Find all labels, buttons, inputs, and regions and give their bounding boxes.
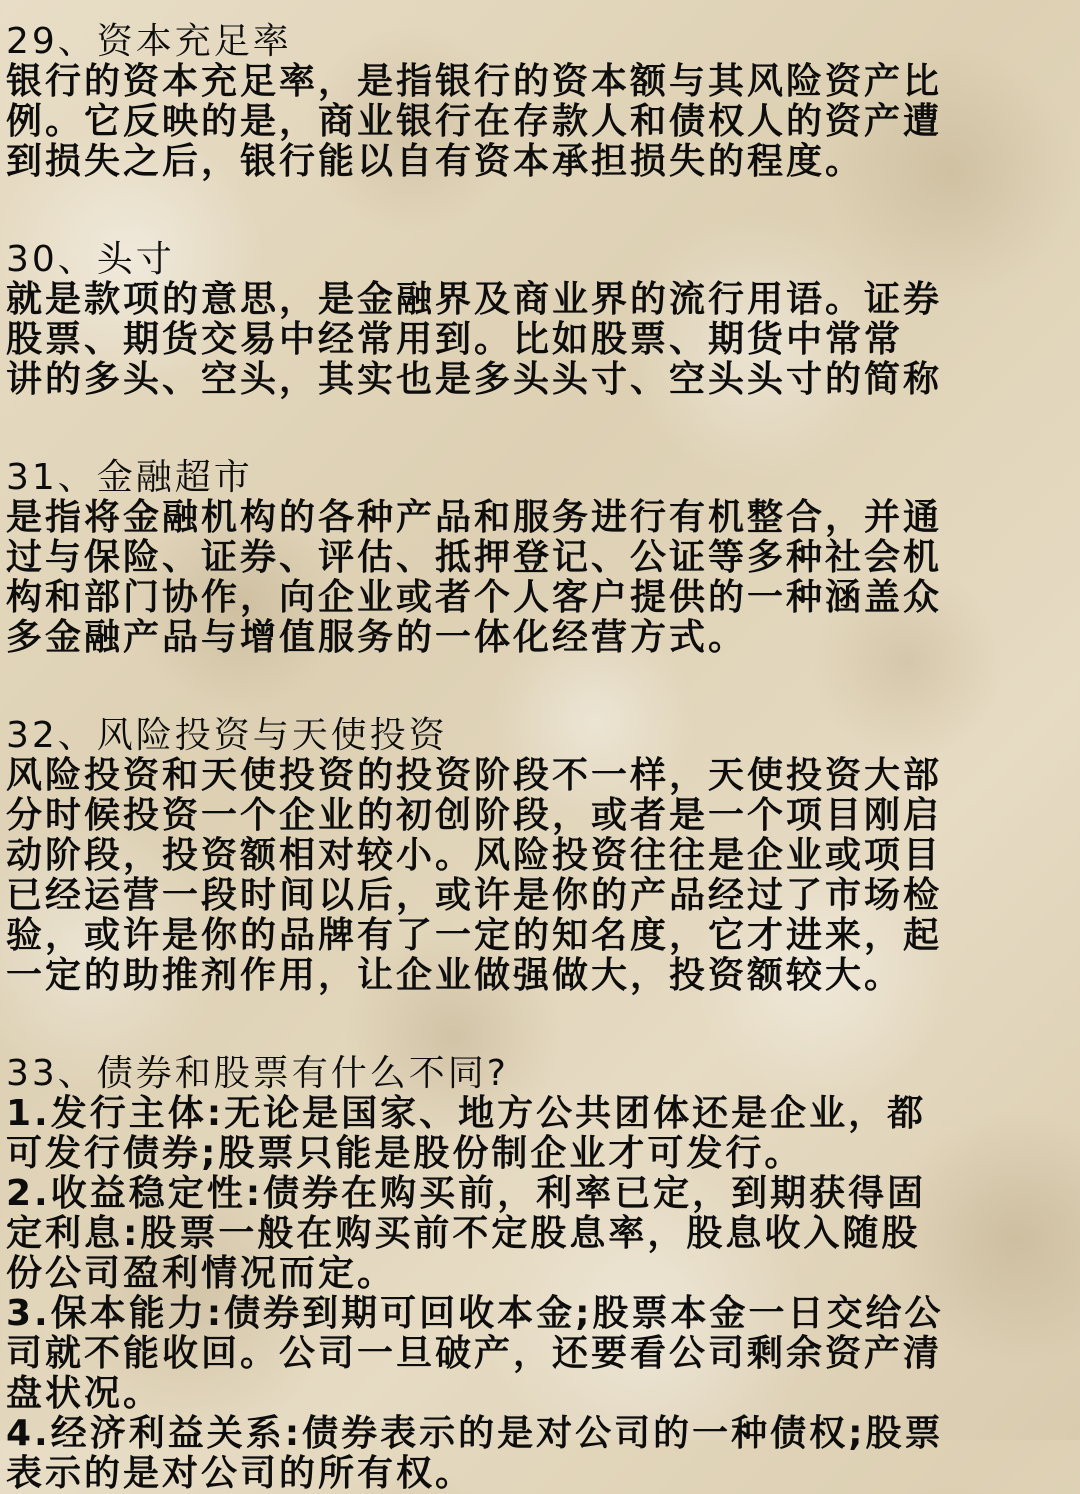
section-heading: 32、风险投资与天使投资 [6, 715, 448, 756]
paragraph-line: 表示的是对公司的所有权。 [6, 1453, 475, 1494]
paragraph-line: 银行的资本充足率，是指银行的资本额与其风险资产比 [6, 61, 943, 102]
paragraph-line: 动阶段，投资额相对较小。风险投资往往是企业或项目 [6, 835, 943, 876]
paragraph-line: 已经运营一段时间以后，或许是你的产品经过了市场检 [6, 875, 943, 916]
paragraph-line: 定利息:股票一般在购买前不定股息率，股息收入随股 [6, 1213, 921, 1254]
paragraph-line: 构和部门协作，向企业或者个人客户提供的一种涵盖众 [6, 577, 943, 618]
paragraph-line: 例。它反映的是，商业银行在存款人和债权人的资产遭 [6, 101, 943, 142]
section-heading: 30、头寸 [6, 239, 175, 280]
section-heading: 29、资本充足率 [6, 21, 292, 62]
paragraph-line: 3.保本能力:债券到期可回收本金;股票本金一日交给公 [6, 1293, 944, 1334]
paragraph-line: 一定的助推剂作用，让企业做强做大，投资额较大。 [6, 955, 904, 996]
paragraph-line: 讲的多头、空头，其实也是多头头寸、空头头寸的简称 [6, 359, 943, 400]
paragraph-line: 风险投资和天使投资的投资阶段不一样，天使投资大部 [6, 755, 943, 796]
paragraph-line: 2.收益稳定性:债券在购买前，利率已定，到期获得固 [6, 1173, 927, 1214]
paragraph-line: 验，或许是你的品牌有了一定的知名度，它才进来，起 [6, 915, 943, 956]
section-29 [6, 22, 1078, 182]
section-32 [6, 716, 1078, 996]
section-33 [6, 1054, 1078, 1494]
section-31 [6, 458, 1078, 658]
paragraph-line: 分时候投资一个企业的初创阶段，或者是一个项目刚启 [6, 795, 943, 836]
paragraph-line: 是指将金融机构的各种产品和服务进行有机整合，并通 [6, 497, 943, 538]
paragraph-line: 就是款项的意思，是金融界及商业界的流行用语。证券 [6, 279, 943, 320]
paragraph-line: 到损失之后，银行能以自有资本承担损失的程度。 [6, 141, 865, 182]
section-30 [6, 240, 1078, 400]
paragraph-line: 多金融产品与增值服务的一体化经营方式。 [6, 617, 748, 658]
paragraph-line: 1.发行主体:无论是国家、地方公共团体还是企业，都 [6, 1093, 927, 1134]
paragraph-line: 股票、期货交易中经常用到。比如股票、期货中常常 [6, 319, 904, 360]
section-heading: 33、债券和股票有什么不同? [6, 1053, 509, 1094]
paragraph-line: 份公司盈利情况而定。 [6, 1253, 397, 1294]
paragraph-line: 盘状况。 [6, 1373, 163, 1414]
paragraph-line: 4.经济利益关系:债券表示的是对公司的一种债权;股票 [6, 1413, 944, 1454]
document-page [6, 22, 1078, 1494]
paragraph-line: 过与保险、证券、评估、抵押登记、公证等多种社会机 [6, 537, 943, 578]
paragraph-line: 司就不能收回。公司一旦破产，还要看公司剩余资产清 [6, 1333, 943, 1374]
section-heading: 31、金融超市 [6, 457, 253, 498]
paragraph-line: 可发行债券;股票只能是股份制企业才可发行。 [6, 1133, 804, 1174]
